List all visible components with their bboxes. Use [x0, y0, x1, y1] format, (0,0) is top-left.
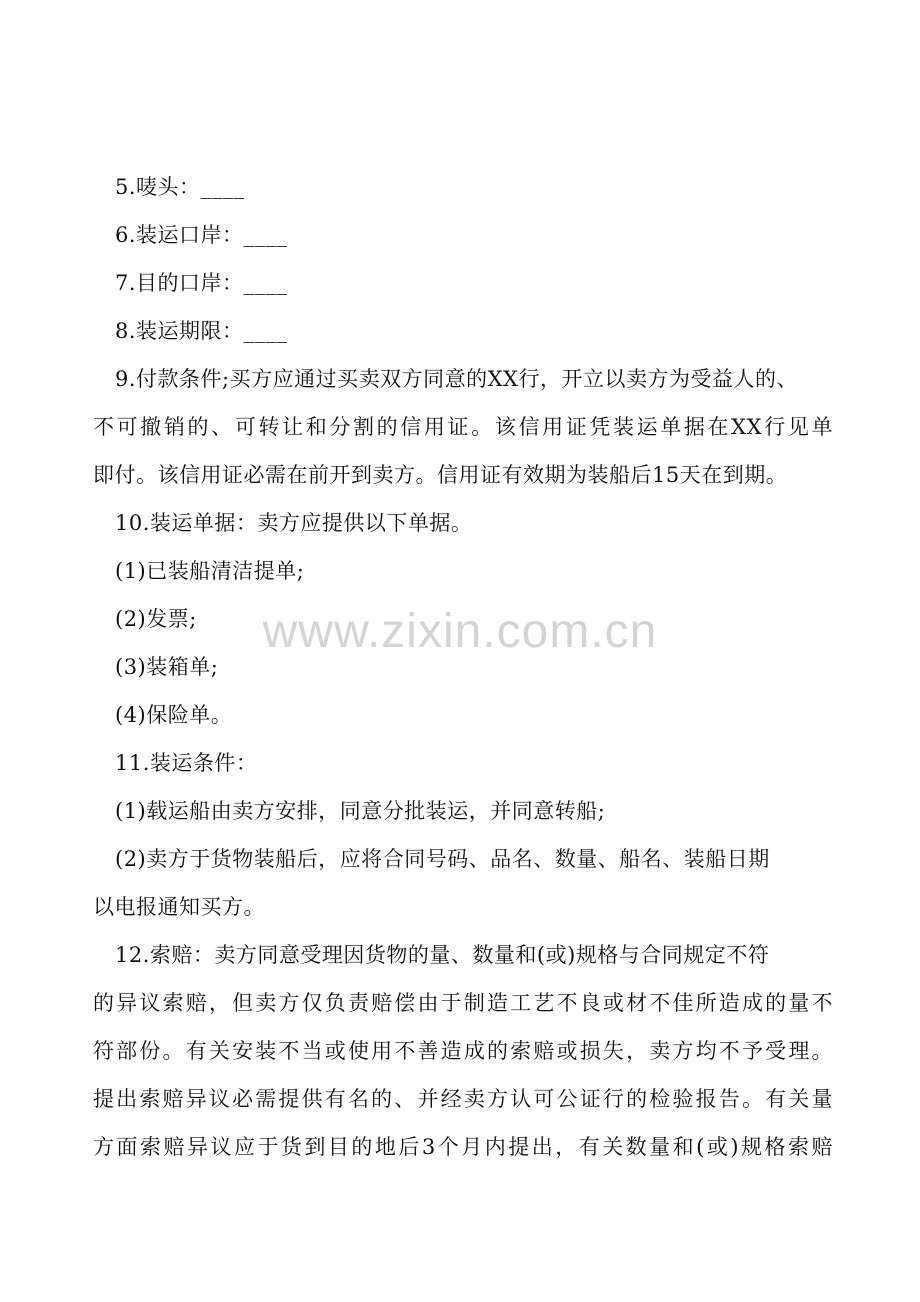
line-shipping-documents: 10.装运单据：卖方应提供以下单据。 — [115, 511, 473, 535]
line-claims-4: 提出索赔异议必需提供有名的、并经卖方认可公证行的检验报告。有关量 — [93, 1087, 833, 1111]
line-shipping-mark: 5.唛头：____ — [115, 175, 245, 199]
line-shipment-deadline: 8.装运期限：____ — [115, 319, 288, 343]
line-doc-bill-of-lading: (1)已装船清洁提单; — [115, 559, 305, 583]
line-payment-terms-2: 不可撤销的、可转让和分割的信用证。该信用证凭装运单据在XX行见单 — [93, 415, 833, 439]
line-shipping-conditions: 11.装运条件： — [115, 751, 258, 775]
line-condition-2a: (2)卖方于货物装船后，应将合同号码、品名、数量、船名、装船日期 — [115, 847, 770, 871]
line-condition-1: (1)载运船由卖方安排，同意分批装运，并同意转船; — [115, 799, 606, 823]
line-payment-terms-1: 9.付款条件;买方应通过买卖双方同意的XX行，开立以卖方为受益人的、 — [115, 367, 799, 391]
line-claims-1: 12.索赔：卖方同意受理因货物的量、数量和(或)规格与合同规定不符 — [115, 943, 770, 967]
line-doc-insurance: (4)保险单。 — [115, 703, 233, 727]
line-doc-packing-list: (3)装箱单; — [115, 655, 219, 679]
line-port-of-shipment: 6.装运口岸：____ — [115, 223, 288, 247]
line-condition-2b: 以电报通知买方。 — [93, 895, 265, 919]
line-claims-5: 方面索赔异议应于货到目的地后3个月内提出，有关数量和(或)规格索赔 — [93, 1135, 833, 1159]
line-payment-terms-3: 即付。该信用证必需在前开到卖方。信用证有效期为装船后15天在到期。 — [93, 463, 788, 487]
line-claims-3: 符部份。有关安装不当或使用不善造成的索赔或损失，卖方均不予受理。 — [93, 1039, 833, 1063]
line-port-of-destination: 7.目的口岸：____ — [115, 271, 288, 295]
watermark: www.zixin.com.cn — [262, 605, 658, 658]
line-doc-invoice: (2)发票; — [115, 607, 197, 631]
line-claims-2: 的异议索赔，但卖方仅负责赔偿由于制造工艺不良或材不佳所造成的量不 — [93, 991, 833, 1015]
